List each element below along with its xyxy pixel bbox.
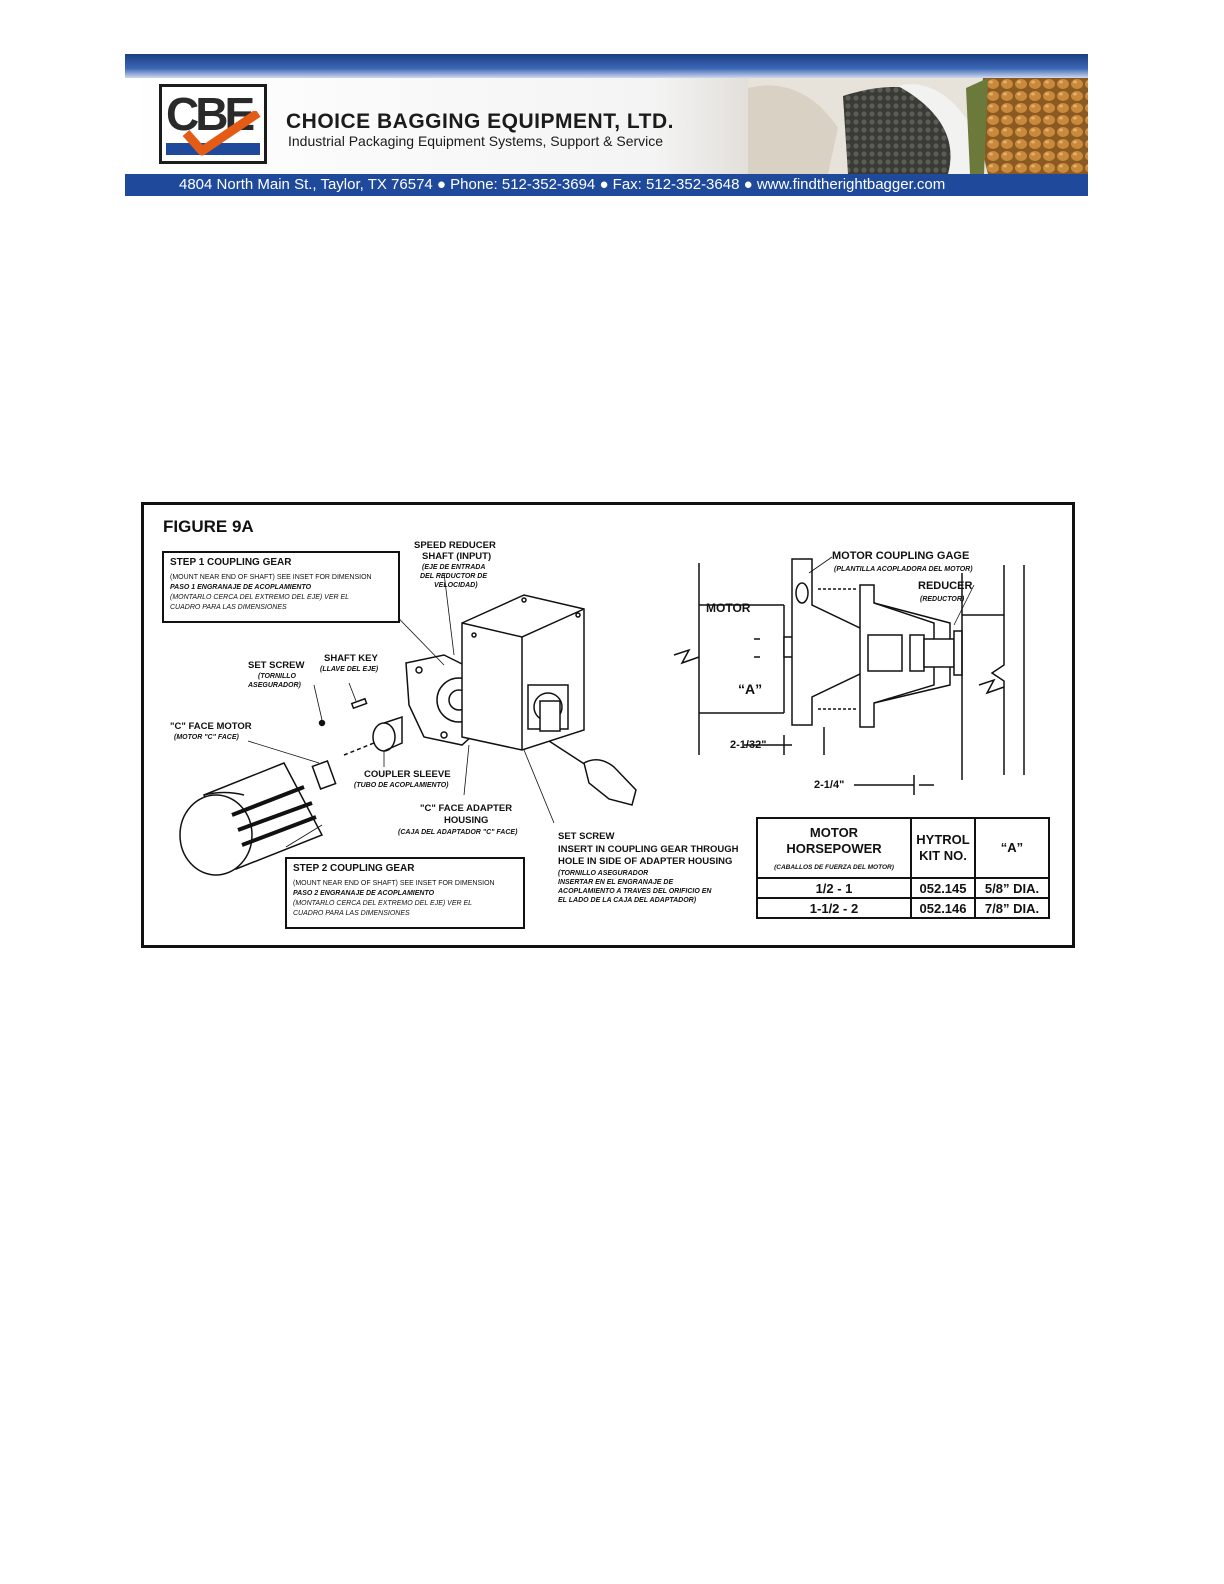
- label-coupler-sleeve-es: (TUBO DE ACOPLAMIENTO): [354, 782, 449, 789]
- banner-top-bar: [125, 54, 1088, 78]
- table-row: [757, 898, 1049, 918]
- speed-reducer-drawing: [462, 595, 584, 750]
- checkmark-icon: [182, 111, 262, 161]
- cell-kit: 052.146: [911, 898, 975, 918]
- label-speed-reducer-es: DEL REDUCTOR DE: [420, 573, 488, 580]
- label-c-face-motor-es: (MOTOR "C" FACE): [174, 734, 239, 741]
- step-1-box: [162, 551, 400, 623]
- label-set-screw-2-text: HOLE IN SIDE OF ADAPTER HOUSING: [558, 856, 733, 867]
- label-set-screw-2-es: EL LADO DE LA CAJA DEL ADAPTADOR): [558, 897, 697, 904]
- header-hp-es: (CABALLOS DE FUERZA DEL MOTOR): [774, 863, 894, 871]
- label-speed-reducer-es: (EJE DE ENTRADA: [422, 564, 486, 571]
- step-2-line: (MONTARLO CERCA DEL EXTREMO DEL EJE) VER EL: [293, 900, 473, 907]
- label-motor: MOTOR: [706, 601, 751, 615]
- label-shaft-key: SHAFT KEY: [324, 653, 378, 664]
- label-set-screw-2: SET SCREW: [558, 831, 615, 842]
- label-reducer: REDUCER: [918, 580, 973, 592]
- step-1-title: STEP 1 COUPLING GEAR: [170, 557, 292, 568]
- label-set-screw-2-es: ACOPLAMIENTO A TRAVES DEL ORIFICIO EN: [558, 888, 712, 895]
- product-photo: [748, 78, 1088, 174]
- label-set-screw-2-es: INSERTAR EN EL ENGRANAJE DE: [558, 879, 674, 886]
- label-speed-reducer-es: VELOCIDAD): [434, 582, 478, 589]
- step-2-line: PASO 2 ENGRANAJE DE ACOPLAMIENTO: [293, 890, 435, 897]
- cell-hp: 1-1/2 - 2: [757, 898, 911, 918]
- header-motor-horsepower: [757, 818, 911, 878]
- step-2-title: STEP 2 COUPLING GEAR: [293, 863, 415, 874]
- cbe-logo: [159, 84, 267, 164]
- label-adapter-housing: HOUSING: [444, 815, 489, 826]
- company-name: CHOICE BAGGING EQUIPMENT, LTD.: [286, 110, 674, 133]
- label-coupler-sleeve: COUPLER SLEEVE: [364, 769, 451, 780]
- logo-text: CBE: [166, 88, 252, 140]
- cell-a: 5/8” DIA.: [975, 878, 1049, 898]
- step-1-line: (MONTARLO CERCA DEL EXTREMO DEL EJE) VER EL: [170, 594, 350, 601]
- label-speed-reducer-shaft: SHAFT (INPUT): [422, 551, 492, 562]
- label-shaft-key-es: (LLAVE DEL EJE): [320, 666, 379, 673]
- label-speed-reducer: SPEED REDUCER: [414, 540, 496, 551]
- step-1-line: PASO 1 ENGRANAJE DE ACOPLAMIENTO: [170, 584, 312, 591]
- step-1-line: CUADRO PARA LAS DIMENSIONES: [170, 604, 287, 611]
- label-set-screw-2-es: (TORNILLO ASEGURADOR: [558, 870, 649, 877]
- contact-bar: 4804 North Main St., Taylor, TX 76574 ● Phone: 512-352-3694 ● Fax: 512-352-3648 ● www.findtherightbagger.com: [125, 174, 1088, 196]
- label-set-screw-es: ASEGURADOR): [248, 682, 301, 689]
- label-dim-2-1-4: 2-1/4": [814, 779, 845, 791]
- label-c-face-motor: "C" FACE MOTOR: [170, 721, 252, 732]
- step-2-line: CUADRO PARA LAS DIMENSIONES: [293, 910, 410, 917]
- label-set-screw-2-text: INSERT IN COUPLING GEAR THROUGH: [558, 844, 739, 855]
- header-dim-a: “A”: [975, 818, 1049, 878]
- cell-kit: 052.145: [911, 878, 975, 898]
- cell-a: 7/8” DIA.: [975, 898, 1049, 918]
- header-kit-label: HYTROL KIT NO.: [916, 832, 970, 863]
- label-adapter-housing: "C" FACE ADAPTER: [420, 803, 513, 814]
- company-tagline: Industrial Packaging Equipment Systems, Support & Service: [288, 133, 664, 149]
- label-adapter-housing-es: (CAJA DEL ADAPTADOR "C" FACE): [398, 829, 518, 836]
- label-set-screw-es: (TORNILLO: [258, 673, 296, 680]
- table-row: [757, 878, 1049, 898]
- step-2-line: (MOUNT NEAR END OF SHAFT) SEE INSET FOR DIMENSION: [293, 880, 495, 887]
- label-set-screw: SET SCREW: [248, 660, 305, 671]
- label-dim-a: “A”: [738, 681, 763, 697]
- label-reducer-es: (REDUCTOR): [920, 596, 965, 603]
- label-motor-coupling-gage-es: (PLANTILLA ACOPLADORA DEL MOTOR): [834, 566, 973, 573]
- label-dim-2-1-32: 2-1/32": [730, 739, 767, 751]
- figure-title: FIGURE 9A: [163, 517, 254, 536]
- header-banner: [125, 54, 1088, 196]
- header-hp-label: MOTOR HORSEPOWER: [786, 824, 882, 856]
- table-header-row: [757, 818, 1049, 878]
- label-motor-coupling-gage: MOTOR COUPLING GAGE: [832, 550, 970, 562]
- header-hytrol-kit: [911, 818, 975, 878]
- figure-9a: [141, 502, 1075, 948]
- coupling-cross-section: [674, 557, 1024, 795]
- step-1-line: (MOUNT NEAR END OF SHAFT) SEE INSET FOR DIMENSION: [170, 574, 372, 581]
- cell-hp: 1/2 - 1: [757, 878, 911, 898]
- horsepower-table: [756, 817, 1050, 919]
- step-2-box: [285, 857, 525, 929]
